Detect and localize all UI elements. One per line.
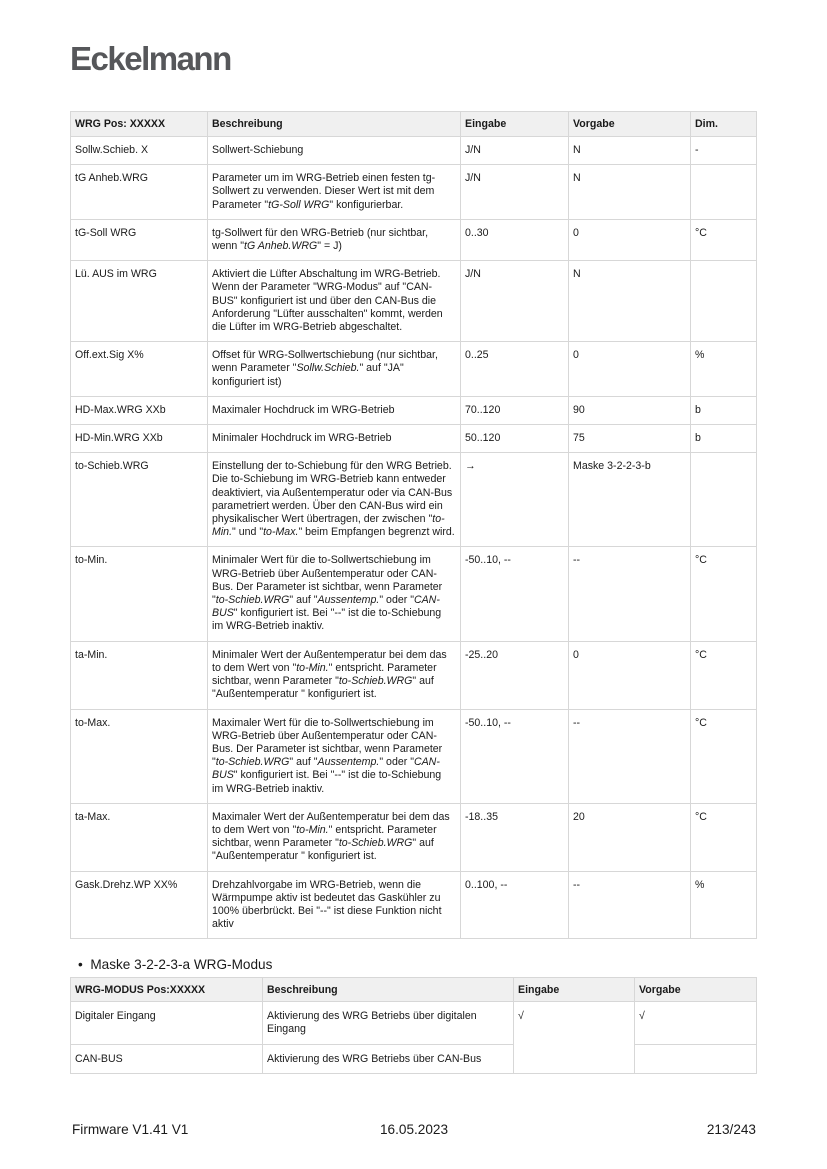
table-row [71,165,757,220]
section-bullet: • Maske 3-2-2-3-a WRG-Modus [78,957,273,972]
desc-text: " konfigurierbar. [329,198,404,211]
cell-dim [691,165,757,220]
cell-eingabe: J/N [461,137,569,165]
table-header-row [71,112,757,137]
cell-vorgabe: -- [569,709,691,803]
cell-pos: Lü. AUS im WRG [71,261,208,342]
cell-dim: b [691,425,757,453]
desc-emphasis: to-Min. [296,823,329,836]
cell-desc [208,137,461,165]
desc-text: " oder " [379,756,414,769]
table-row [71,547,757,641]
header-beschreibung: Beschreibung [208,112,461,137]
desc-emphasis: Sollw.Schieb. [296,362,360,375]
cell-pos: Gask.Drehz.WP XX% [71,871,208,939]
cell-desc [208,453,461,547]
table-row [71,803,757,871]
cell-pos: ta-Min. [71,641,208,709]
table-row [71,709,757,803]
cell-vorgabe: N [569,165,691,220]
desc-text: Minimaler Hochdruck im WRG-Betrieb [212,432,392,445]
table-row [71,219,757,260]
cell-desc: Aktivierung des WRG Betriebs über CAN-Bus [263,1044,514,1073]
desc-emphasis: to-Schieb.WRG [215,756,290,769]
desc-emphasis: CAN-BUS [212,756,440,782]
cell-desc [208,219,461,260]
desc-text: Aktiviert die Lüfter Abschaltung im WRG-Betrieb. Wenn der Parameter "WRG-Modus" auf "CAN-BUS" konfiguriert ist und über den CAN-Bus die Anforderung "Lüfter ausschalten" kommt, werden die Lüfter im WRG-Betrieb abgeschaltet. [212,268,443,334]
cell-eingabe: 0..30 [461,219,569,260]
desc-text: Einstellung der to-Schiebung für den WRG Betrieb. Die to-Schiebung im WRG-Betrieb kann entweder deaktiviert, via Außentemperatur oder via CAN-Bus parametriert werden. Über den CAN-Bus wird ein physikalischer Wert übertragen, der zwischen " [212,460,453,526]
cell-desc [208,641,461,709]
cell-pos: tG-Soll WRG [71,219,208,260]
cell-pos: ta-Max. [71,803,208,871]
desc-text: Minimaler Wert der Außentemperatur bei dem das to dem Wert von " [212,648,447,674]
cell-desc: Aktivierung des WRG Betriebs über digitalen Eingang [263,1002,514,1044]
table-row [71,396,757,424]
cell-pos: HD-Max.WRG XXb [71,396,208,424]
desc-text: " konfiguriert ist. Bei "--" ist die to-Schiebung im WRG-Betrieb inaktiv. [212,769,442,795]
table-header-row [71,978,757,1002]
cell-dim: °C [691,803,757,871]
cell-vorgabe: √ [635,1002,757,1044]
cell-pos: to-Schieb.WRG [71,453,208,547]
cell-eingabe: 0..100, -- [461,871,569,939]
desc-emphasis: to-Min. [296,661,329,674]
cell-dim: °C [691,219,757,260]
table-row [71,641,757,709]
cell-dim [691,453,757,547]
cell-pos: Off.ext.Sig X% [71,342,208,397]
cell-vorgabe: N [569,137,691,165]
cell-eingabe: -50..10, -- [461,547,569,641]
desc-text: Maximaler Hochdruck im WRG-Betrieb [212,403,395,416]
cell-vorgabe: 0 [569,219,691,260]
cell-vorgabe: -- [569,547,691,641]
desc-text: Sollwert-Schiebung [212,144,304,156]
desc-emphasis: to-Max. [263,526,299,539]
wrg-parameter-table [70,111,757,939]
desc-text: Drehzahlvorgabe im WRG-Betrieb, wenn die Wärmpumpe aktiv ist bedeutet das Gaskühler zu 100% überbrückt. Bei "--" ist diese Funktion nicht aktiv [212,878,442,931]
cell-desc [208,871,461,939]
desc-emphasis: to-Schieb.WRG [338,675,413,688]
cell-eingabe: 0..25 [461,342,569,397]
desc-emphasis: to-Schieb.WRG [338,837,413,850]
cell-eingabe: J/N [461,165,569,220]
header-pos: WRG Pos: XXXXX [71,112,208,137]
cell-eingabe: 70..120 [461,396,569,424]
table-row [71,453,757,547]
cell-dim: °C [691,709,757,803]
cell-eingabe: -50..10, -- [461,709,569,803]
cell-dim: - [691,137,757,165]
header-eingabe: Eingabe [514,978,635,1002]
cell-pos: Sollw.Schieb. X [71,137,208,165]
cell-vorgabe: 0 [569,641,691,709]
footer-firmware: Firmware V1.41 V1 [72,1122,189,1137]
desc-emphasis: tG Anheb.WRG [244,240,318,253]
cell-desc [208,547,461,641]
table-row [71,1002,757,1044]
desc-text: Minimaler Wert für die to-Sollwertschiebung im WRG-Betrieb über Außentemperatur oder CAN-Bus. Der Parameter ist sichtbar, wenn Parameter " [212,554,443,607]
cell-desc [208,342,461,397]
cell-vorgabe-empty [635,1044,757,1073]
cell-desc [208,396,461,424]
cell-dim: b [691,396,757,424]
header-dim: Dim. [691,112,757,137]
desc-text: " entspricht. Parameter sichtbar, wenn Parameter " [212,823,437,850]
desc-emphasis: Aussentemp. [317,594,380,607]
desc-text: " auf " [289,756,318,769]
desc-emphasis: to-Schieb.WRG [215,594,290,607]
cell-desc [208,709,461,803]
cell-vorgabe: 0 [569,342,691,397]
table-row [71,342,757,397]
cell-eingabe: √ [514,1002,635,1074]
cell-dim: °C [691,641,757,709]
desc-text: " beim Empfangen begrenzt wird. [298,526,455,539]
desc-emphasis: CAN-BUS [212,594,440,620]
desc-text: " auf "JA" konfiguriert ist) [212,362,404,388]
desc-text: Offset für WRG-Sollwertschiebung (nur sichtbar, wenn Parameter " [212,349,438,375]
cell-desc [208,425,461,453]
cell-pos: to-Min. [71,547,208,641]
header-vorgabe: Vorgabe [635,978,757,1002]
cell-dim: °C [691,547,757,641]
cell-vorgabe: 20 [569,803,691,871]
desc-emphasis: to-Min. [212,513,445,539]
header-vorgabe: Vorgabe [569,112,691,137]
desc-text: tg-Sollwert für den WRG-Betrieb (nur sichtbar, wenn " [212,226,429,253]
table-row [71,137,757,165]
desc-text: Maximaler Wert für die to-Sollwertschiebung im WRG-Betrieb über Außentemperatur oder CAN-Bus. Der Parameter ist sichtbar, wenn Parameter " [212,716,443,769]
desc-text: " konfiguriert ist. Bei "--" ist die to-Schiebung im WRG-Betrieb inaktiv. [212,607,442,633]
table-row [71,871,757,939]
desc-text: " entspricht. Parameter sichtbar, wenn Parameter " [212,661,437,688]
cell-eingabe: -18..35 [461,803,569,871]
desc-emphasis: tG-Soll WRG [268,198,330,211]
cell-dim [691,261,757,342]
footer-page-number: 213/243 [706,1122,756,1137]
desc-text: Maximaler Wert der Außentemperatur bei dem das to dem Wert von " [212,810,450,836]
desc-text: " = J) [317,240,342,253]
cell-pos: Digitaler Eingang [71,1002,263,1044]
cell-desc [208,261,461,342]
cell-vorgabe: N [569,261,691,342]
header-eingabe: Eingabe [461,112,569,137]
cell-desc [208,803,461,871]
desc-text: " auf "Außentemperatur " konfiguriert ist. [212,675,434,701]
eckelmann-logo: Eckelmann [70,40,231,77]
desc-emphasis: Aussentemp. [317,756,380,769]
cell-vorgabe: 90 [569,396,691,424]
wrg-modus-table [70,977,757,1074]
cell-dim: % [691,871,757,939]
cell-pos: HD-Min.WRG XXb [71,425,208,453]
cell-vorgabe: 75 [569,425,691,453]
cell-pos: CAN-BUS [71,1044,263,1073]
cell-pos: to-Max. [71,709,208,803]
desc-text: " auf "Außentemperatur " konfiguriert ist. [212,837,434,863]
table-body [71,137,757,939]
cell-eingabe: J/N [461,261,569,342]
table-row [71,1044,757,1073]
cell-dim: % [691,342,757,397]
cell-desc [208,165,461,220]
cell-vorgabe: Maske 3-2-2-3-b [569,453,691,547]
header-beschreibung: Beschreibung [263,978,514,1002]
cell-eingabe: -25..20 [461,641,569,709]
cell-pos: tG Anheb.WRG [71,165,208,220]
table-row [71,261,757,342]
cell-eingabe: 50..120 [461,425,569,453]
cell-eingabe: → [461,453,569,547]
desc-text: Parameter um im WRG-Betrieb einen festen tg-Sollwert zu verwenden. Dieser Wert ist mit dem Parameter " [212,172,436,211]
desc-text: " oder " [379,594,414,607]
section-title: Maske 3-2-2-3-a WRG-Modus [90,957,273,972]
desc-text: " und " [232,526,264,539]
table-row [71,425,757,453]
desc-text: " auf " [289,594,318,607]
footer-date: 16.05.2023 [380,1122,449,1137]
header-pos: WRG-MODUS Pos:XXXXX [71,978,263,1002]
cell-vorgabe: -- [569,871,691,939]
